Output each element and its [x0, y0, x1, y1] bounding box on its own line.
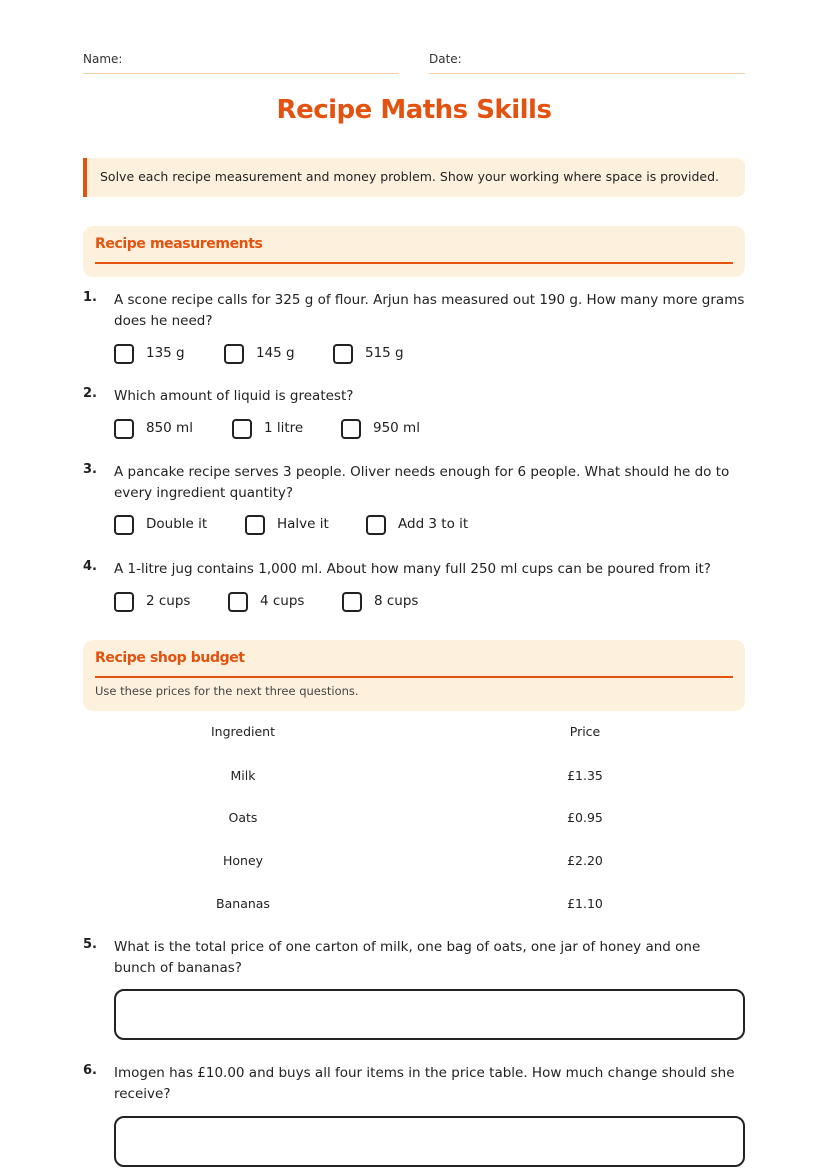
- section-recipe-measurements: [83, 226, 745, 277]
- option-label: 8 cups: [374, 593, 419, 609]
- table-header-ingredient: Ingredient: [210, 724, 276, 739]
- checkbox-icon[interactable]: [228, 592, 248, 612]
- section-title: Recipe shop budget: [95, 650, 245, 666]
- name-date-row: [83, 52, 745, 74]
- option-label: 4 cups: [260, 593, 305, 609]
- option-label: 1 litre: [264, 420, 304, 436]
- option-label: 145 g: [256, 345, 295, 361]
- checkbox-icon[interactable]: [114, 515, 134, 535]
- option-label: 135 g: [146, 345, 185, 361]
- instructions-text: Solve each recipe measurement and money problem. Show your working where space is provided.: [100, 169, 720, 184]
- table-cell-ingredient: Bananas: [216, 896, 270, 911]
- checkbox-icon[interactable]: [366, 515, 386, 535]
- option-label: 850 ml: [146, 420, 193, 436]
- question-text: What is the total price of one carton of milk, one bag of oats, one jar of honey and one bunch of bananas?: [114, 939, 701, 976]
- question-number: 1.: [83, 290, 97, 305]
- date-field[interactable]: [429, 52, 745, 74]
- answer-box[interactable]: [114, 989, 745, 1040]
- option-label: 515 g: [365, 345, 404, 361]
- table-cell-ingredient: Milk: [230, 768, 256, 783]
- question-number: 5.: [83, 937, 97, 952]
- question-number: 4.: [83, 559, 97, 574]
- table-header-price: Price: [569, 724, 601, 739]
- checkbox-icon[interactable]: [232, 419, 252, 439]
- checkbox-icon[interactable]: [245, 515, 265, 535]
- name-field[interactable]: [83, 52, 399, 74]
- option-label: 950 ml: [373, 420, 420, 436]
- checkbox-icon[interactable]: [342, 592, 362, 612]
- section-note: Use these prices for the next three questions.: [95, 684, 359, 698]
- option-label: Halve it: [277, 516, 329, 532]
- checkbox-icon[interactable]: [333, 344, 353, 364]
- name-label: Name:: [83, 52, 123, 66]
- table-cell-price: £2.20: [567, 853, 603, 868]
- table-cell-ingredient: Honey: [222, 853, 264, 868]
- question-number: 3.: [83, 462, 97, 477]
- answer-box[interactable]: [114, 1116, 745, 1167]
- checkbox-icon[interactable]: [224, 344, 244, 364]
- checkbox-icon[interactable]: [114, 419, 134, 439]
- checkbox-icon[interactable]: [114, 592, 134, 612]
- table-cell-ingredient: Oats: [228, 810, 258, 825]
- question-text: Which amount of liquid is greatest?: [114, 388, 354, 404]
- question-number: 6.: [83, 1063, 97, 1078]
- date-label: Date:: [429, 52, 462, 66]
- question-text: A scone recipe calls for 325 g of flour. Arjun has measured out 190 g. How many more grams does he need?: [114, 292, 745, 329]
- checkbox-icon[interactable]: [114, 344, 134, 364]
- question-text: Imogen has £10.00 and buys all four items in the price table. How much change should she receive?: [114, 1065, 735, 1102]
- option-label: Double it: [146, 516, 208, 532]
- question-text: A 1-litre jug contains 1,000 ml. About how many full 250 ml cups can be poured from it?: [114, 561, 711, 577]
- checkbox-icon[interactable]: [341, 419, 361, 439]
- table-cell-price: £1.35: [567, 768, 603, 783]
- section-recipe-shop-budget: [83, 640, 745, 711]
- option-label: Add 3 to it: [398, 516, 469, 532]
- table-cell-price: £1.10: [567, 896, 603, 911]
- option-label: 2 cups: [146, 593, 191, 609]
- question-text: A pancake recipe serves 3 people. Oliver needs enough for 6 people. What should he do to every ingredient quantity?: [114, 464, 730, 501]
- table-cell-price: £0.95: [567, 810, 603, 825]
- instructions-banner: [83, 158, 745, 197]
- section-rule: [95, 262, 733, 264]
- page-title: Recipe Maths Skills: [276, 95, 552, 125]
- section-rule: [95, 676, 733, 678]
- question-number: 2.: [83, 386, 97, 401]
- section-title: Recipe measurements: [95, 236, 263, 252]
